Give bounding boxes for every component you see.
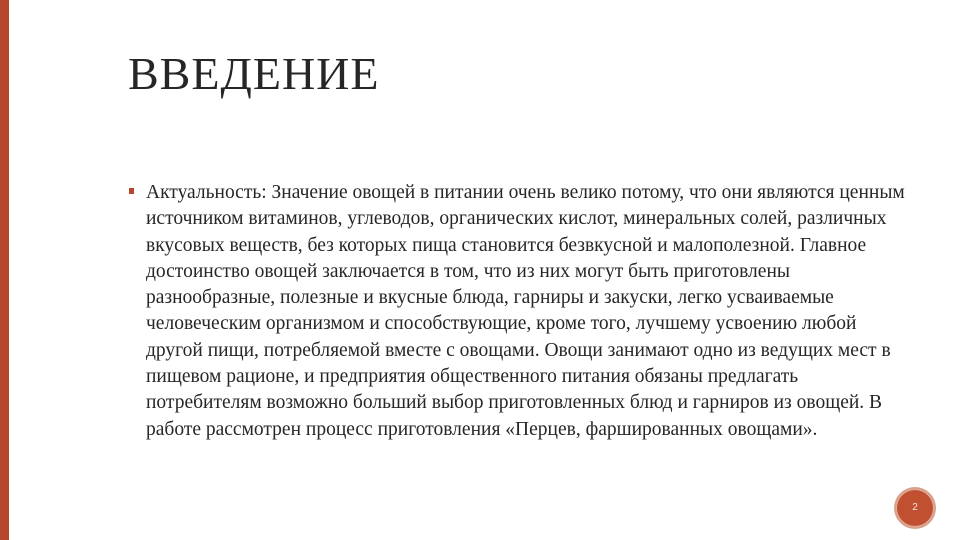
bullet-list [128,180,918,443]
slide-number-badge [896,489,934,527]
left-accent-bar [0,0,9,540]
bullet-item-relevance [128,180,918,443]
bullet-text: Актуальность: Значение овощей в питании очень велико потому, что они являются ценным источником витаминов, углеводов, органических кислот, минеральных солей, различных вкусовых веществ, без которых пища становится безвкусной и малополезной. Главное достоинство овощей заключается в том, что из них могут быть приготовлены разнообразные, полезные и вкусные блюда, гарниры и закуски, легко усваиваемые человеческим организмом и способствующие, кроме того, лучшему усвоению любой другой пищи, потребляемой вместе с овощами. Овощи занимают одно из ведущих мест в пищевом рационе, и предприятия общественного питания обязаны предлагать потребителям возможно больший выбор приготовленных блюд и гарниров из овощей. В работе рассмотрен процесс приготовления «Перцев, фаршированных овощами». [146,182,905,440]
square-bullet-icon [129,188,134,194]
slide-number: 2 [912,502,918,513]
slide-title: ВВЕДЕНИЕ [128,48,380,99]
